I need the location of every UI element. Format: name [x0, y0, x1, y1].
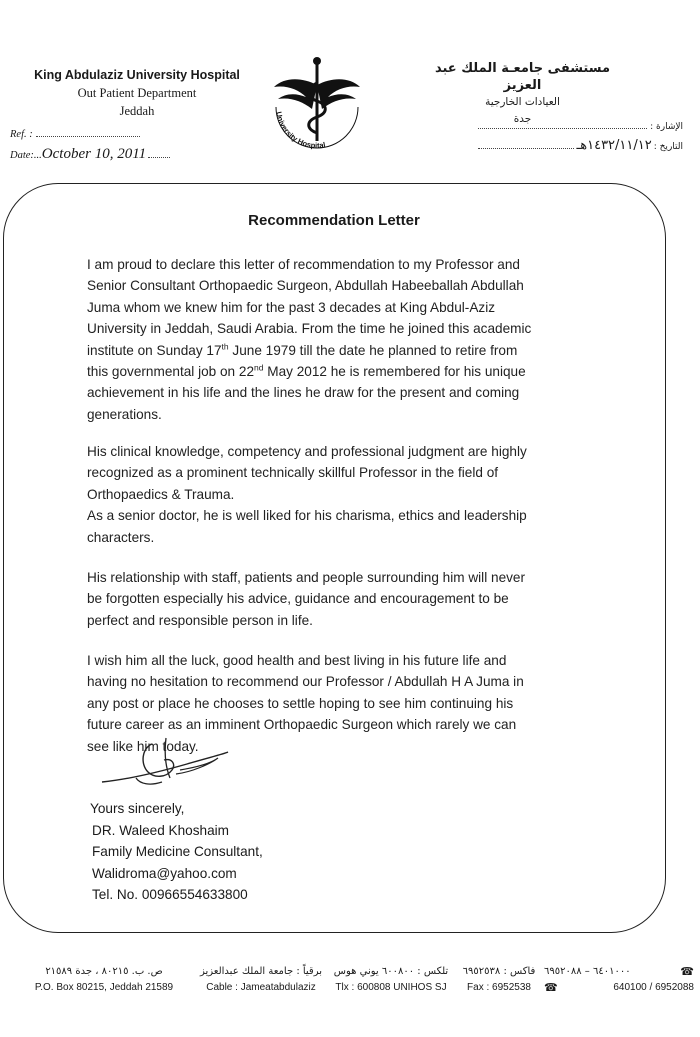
footer-po-box [34, 964, 174, 996]
phone-ar: ٦٤٠١٠٠٠ – ٦٩٥٢٠٨٨ [544, 966, 631, 977]
telex-ar: تلكس : ٦٠٠٨٠٠ يوني هوس [333, 966, 449, 977]
paragraph-2-text: His clinical knowledge, competency and professional judgment are highly recognized as a prominent technically skillful Professor in the field of Orthopaedics & Trauma. [87, 444, 527, 502]
signatory-email: Walidroma@yahoo.com [92, 865, 237, 881]
paragraph-2b-text: As a senior doctor, he is well liked for his charisma, ethics and leadership characters. [87, 508, 527, 545]
header-arabic [425, 60, 620, 128]
ref-label: Ref. : [10, 129, 33, 140]
po-box-ar: ص. ب. ٨٠٢١٥ ، جدة ٢١٥٨٩ [45, 966, 163, 977]
footer-telex [332, 964, 450, 996]
header-english [22, 66, 252, 120]
telex-en: Tlx : 600808 UNIHOS SJ [335, 982, 447, 993]
po-box-en: P.O. Box 80215, Jeddah 21589 [34, 982, 174, 993]
hospital-name-ar: مستشفى جامعـة الملك عبد العزيز [434, 61, 611, 93]
date-value-ar: ١٤٣٢/١١/١٢هـ [576, 138, 652, 153]
cable-en: Cable : Jameatabdulaziz [206, 982, 316, 993]
handwritten-signature [92, 734, 232, 794]
signatory-position: Family Medicine Consultant, [92, 844, 263, 859]
signatory-name: DR. Waleed Khoshaim [92, 822, 229, 838]
signature-block [90, 798, 263, 906]
logo-caption: University Hospital [274, 110, 327, 151]
phone-icon: ☎ [680, 966, 694, 978]
phone-en: 640100 / 6952088 [613, 982, 694, 993]
paragraph-1-text: I am proud to declare this letter of recommendation to my Professor and Senior Consultant Orthopaedic Surgeon, Abdullah Habeeballah Abdullah Juma whom we knew him for the past 3 decades at King Abdul-Aziz University in Jeddah, Saudi Arabia. From the time he joined this academic institute on Sunday 17th June 1979 till the date he planned to retire from this governmental job on 22nd May 2012 he is remembered for his unique achievement in his life and the lines he draw for the present and coming generations. [87, 257, 532, 422]
paragraph-3-text: His relationship with staff, patients and people surrounding him will never be forgotten especially his advice, guidance and encouragement to be perfect and responsible person in life. [87, 570, 526, 628]
date-field-ar [478, 138, 683, 153]
paragraph-4-text: I wish him all the luck, good health and best living in his future life and having no hesitation to recommend our Professor / Abdullah H A Juma in any post or place he chooses to settle hoping to see him continuing his future career as an imminent Orthopaedic Surgeon which rarely we can see like him today. [87, 653, 524, 754]
footer-cable [196, 964, 326, 996]
phone-icon-2: ☎ [544, 982, 558, 994]
ref-field-ar [478, 122, 683, 132]
date-label-ar: التاريخ : [653, 142, 683, 152]
footer-fax [458, 964, 540, 996]
paragraph-3 [87, 567, 537, 631]
fax-ar: فاكس : ٦٩٥٢٥٣٨ [462, 966, 536, 977]
closing: Yours sincerely, [90, 801, 185, 816]
hospital-logo [262, 55, 372, 160]
city-en: Jeddah [119, 104, 155, 118]
fax-en: Fax : 6952538 [467, 982, 531, 993]
date-label: Date:... [10, 150, 42, 161]
ref-label-ar: الإشارة : [650, 122, 683, 132]
signatory-tel: Tel. No. 00966554633800 [92, 887, 248, 902]
department-en: Out Patient Department [77, 86, 197, 100]
paragraph-2 [87, 441, 537, 548]
date-value: October 10, 2011 [41, 146, 147, 162]
paragraph-1 [87, 254, 537, 425]
date-field [10, 146, 170, 163]
city-ar: جدة [513, 113, 532, 125]
footer-phone [544, 964, 694, 996]
department-ar: العيادات الخارجية [485, 96, 560, 108]
hospital-name-en: King Abdulaziz University Hospital [34, 68, 240, 82]
ref-field [10, 129, 140, 140]
cable-ar: برقياً : جامعة الملك عبدالعزيز [199, 966, 323, 977]
letter-title: Recommendation Letter [248, 212, 420, 229]
